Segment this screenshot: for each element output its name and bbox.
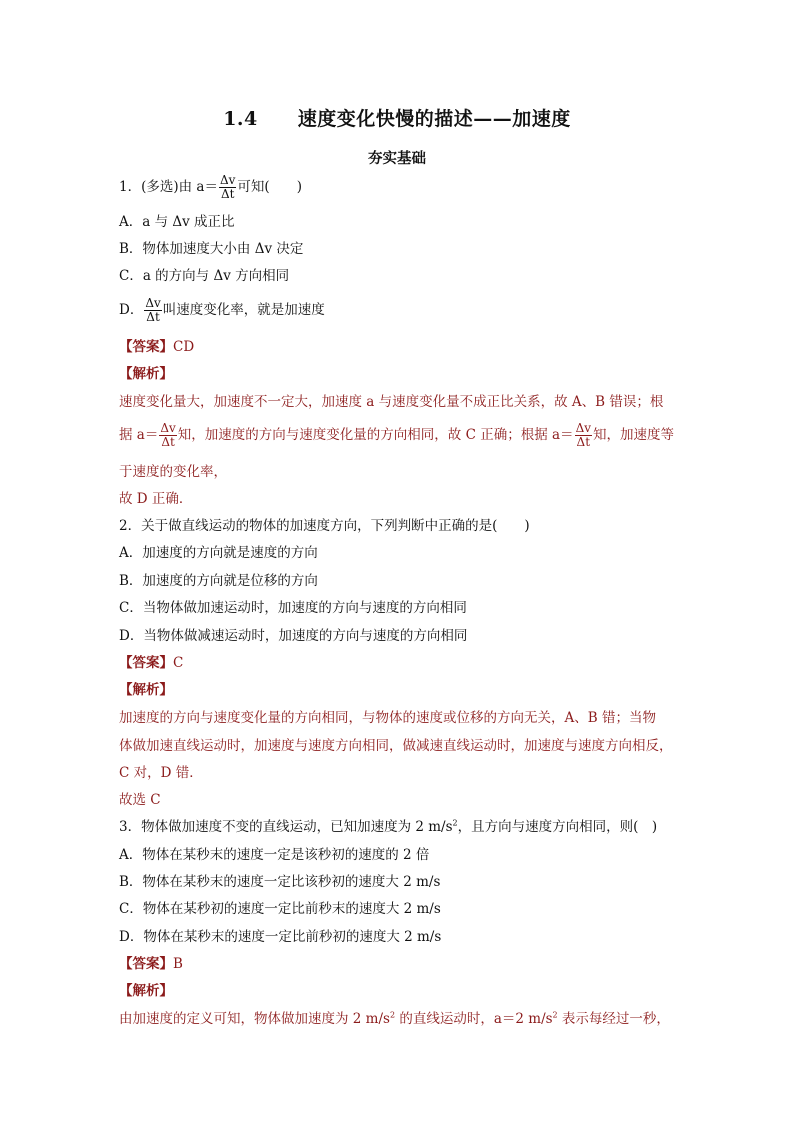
q3-analysis-label: 【解析】 xyxy=(119,983,173,999)
q1-explanation-line: 于速度的变化率， xyxy=(119,464,227,480)
q1-stem: 1．(多选)由 a＝ $\frac{\Delta v}{\Delta t}$ 可知( ) xyxy=(119,173,302,201)
q3-option-c: C．物体在某秒初的速度一定比前秒末的速度大 2 m/s xyxy=(119,901,441,917)
q2-analysis-label: 【解析】 xyxy=(119,682,173,698)
q1-explanation-line: 故 D 正确． xyxy=(119,491,193,507)
q2-answer: 【答案】C xyxy=(119,655,184,671)
q2-option-d: D．当物体做减速运动时，加速度的方向与速度的方向相同 xyxy=(119,628,468,644)
fraction-dv-dt: $\frac{\Delta v}{\Delta t}$ xyxy=(219,173,236,201)
q3-option-d: D．物体在某秒末的速度一定比前秒初的速度大 2 m/s xyxy=(119,929,442,945)
fraction-dv-dt: $\frac{\Delta v}{\Delta t}$ xyxy=(160,421,176,449)
q2-explanation-line: C 对，D 错． xyxy=(119,765,203,781)
q2-explanation-line: 加速度的方向与速度变化量的方向相同，与物体的速度或位移的方向无关，A、B 错；当物 xyxy=(119,710,656,726)
q2-explanation-line: 体做加速直线运动时，加速度与速度方向相同，做减速直线运动时，加速度与速度方向相反， xyxy=(119,738,673,754)
q1-answer: 【答案】CD xyxy=(119,339,195,355)
q2-stem: 2．关于做直线运动的物体的加速度方向，下列判断中正确的是( ) xyxy=(119,518,530,534)
section-title: 速度变化快慢的描述——加速度 xyxy=(297,108,571,130)
q3-stem: 3．物体做加速度不变的直线运动，已知加速度为 2 $m/s^2$，且方向与速度方向相同，则( ) xyxy=(119,818,658,835)
q2-option-c: C．当物体做加速运动时，加速度的方向与速度的方向相同 xyxy=(119,600,467,616)
section-number: 1.4 xyxy=(223,108,258,130)
q3-answer: 【答案】B xyxy=(119,956,183,972)
q1-analysis-label: 【解析】 xyxy=(119,366,173,382)
section-subtitle: 夯实基础 xyxy=(368,150,426,167)
q2-option-b: B．加速度的方向就是位移的方向 xyxy=(119,573,318,589)
page-title xyxy=(0,104,794,131)
fraction-dv-dt: $\frac{\Delta v}{\Delta t}$ xyxy=(575,421,592,449)
q1-option-d: D． $\frac{\Delta v}{\Delta t}$ 叫速度变化率，就是加速度 xyxy=(119,296,325,324)
q1-option-a: A．a 与 Δv 成正比 xyxy=(119,214,235,230)
q1-option-c: C．a 的方向与 Δv 方向相同 xyxy=(119,268,290,284)
q1-explanation-line: 速度变化量大，加速度不一定大，加速度 a 与速度变化量不成正比关系，故 A、B 错误；根 xyxy=(119,394,664,410)
q2-conclusion: 故选 C xyxy=(119,792,161,808)
q1-option-b: B．物体加速度大小由 Δv 决定 xyxy=(119,241,304,257)
q1-explanation-line: 据 a＝ $\frac{\Delta v}{\Delta t}$ 知，加速度的方向与速度变化量的方向相同，故 C 正确；根据 a＝ $\frac{\Delta v}{\Delta t}$ 知，加速度等 xyxy=(119,421,675,449)
fraction-dv-dt: $\frac{\Delta v}{\Delta t}$ xyxy=(145,296,161,324)
q3-explanation-line: 由加速度的定义可知，物体做加速度为 2 $m/s^2$ 的直线运动时，a＝2 $m/s^2$ 表示每经过一秒， xyxy=(119,1010,670,1027)
q3-option-a: A．物体在某秒末的速度一定是该秒初的速度的 2 倍 xyxy=(119,847,430,863)
q2-option-a: A．加速度的方向就是速度的方向 xyxy=(119,545,318,561)
q3-option-b: B．物体在某秒末的速度一定比该秒初的速度大 2 m/s xyxy=(119,874,441,890)
